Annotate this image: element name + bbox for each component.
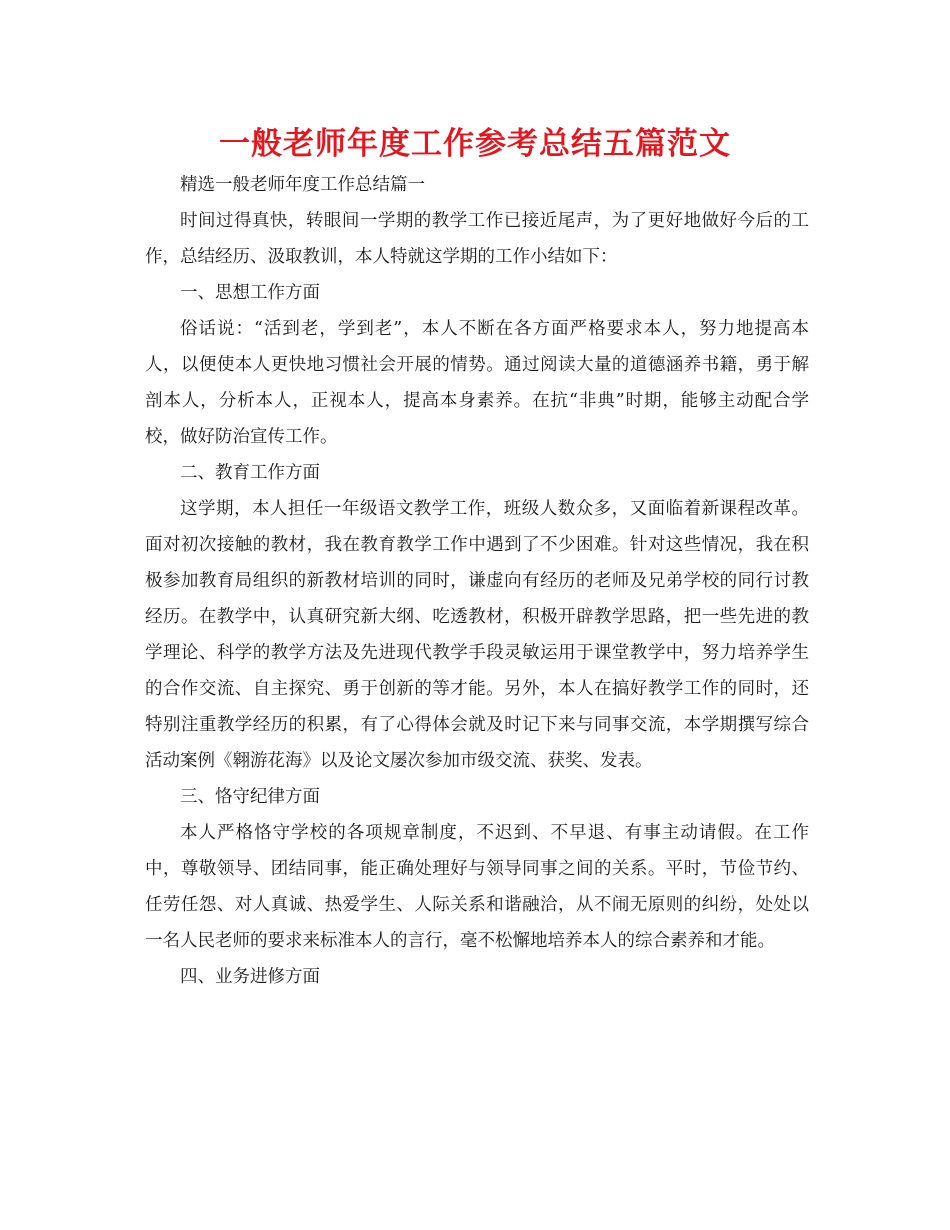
section-heading: 四、业务进修方面 <box>180 967 320 987</box>
document-title: 一般老师年度工作参考总结五篇范文 <box>219 126 731 162</box>
paragraph: 这学期，本人担任一年级语文教学工作，班级人数众多，又面临着新课程改革。面对初次接触的教材，我在教育教学工作中遇到了不少困难。针对这些情况，我在积极参加教育局组织的新教材培训的同时，谦虚向有经历的老师及兄弟学校的同行讨教经历。在教学中，认真研究新大纲、吃透教材，积极开辟教学思路，把一些先进的教学理论、科学的教学方法及先进现代教学手段灵敏运用于课堂教学中，努力培养学生的合作交流、自主探究、勇于创新的等才能。另外，本人在搞好教学工作的同时，还特别注重教学经历的积累，有了心得体会就及时记下来与同事交流，本学期撰写综合活动案例《翱游花海》以及论文屡次参加市级交流、获奖、发表。 <box>145 499 809 771</box>
paragraph: 时间过得真快，转眼间一学期的教学工作已接近尾声，为了更好地做好今后的工作，总结经历、汲取教训，本人特就这学期的工作小结如下： <box>145 211 809 267</box>
paragraph: 俗话说：“活到老，学到老”，本人不断在各方面严格要求本人，努力地提高本人，以便使本人更快地习惯社会开展的情势。通过阅读大量的道德涵养书籍，勇于解剖本人，分析本人，正视本人，提高本身素养。在抗“非典”时期，能够主动配合学校，做好防治宣传工作。 <box>145 319 809 447</box>
section-heading: 二、教育工作方面 <box>180 463 320 483</box>
section-heading: 三、恪守纪律方面 <box>180 787 320 807</box>
document-body <box>145 167 809 995</box>
section-heading: 一、思想工作方面 <box>180 283 320 303</box>
section-heading: 精选一般老师年度工作总结篇一 <box>180 175 425 195</box>
paragraph: 本人严格恪守学校的各项规章制度，不迟到、不早退、有事主动请假。在工作中，尊敬领导、团结同事，能正确处理好与领导同事之间的关系。平时，节俭节约、任劳任怨、对人真诚、热爱学生、人际关系和谐融洽，从不闹无原则的纠纷，处处以一名人民老师的要求来标准本人的言行，毫不松懈地培养本人的综合素养和才能。 <box>145 823 809 951</box>
